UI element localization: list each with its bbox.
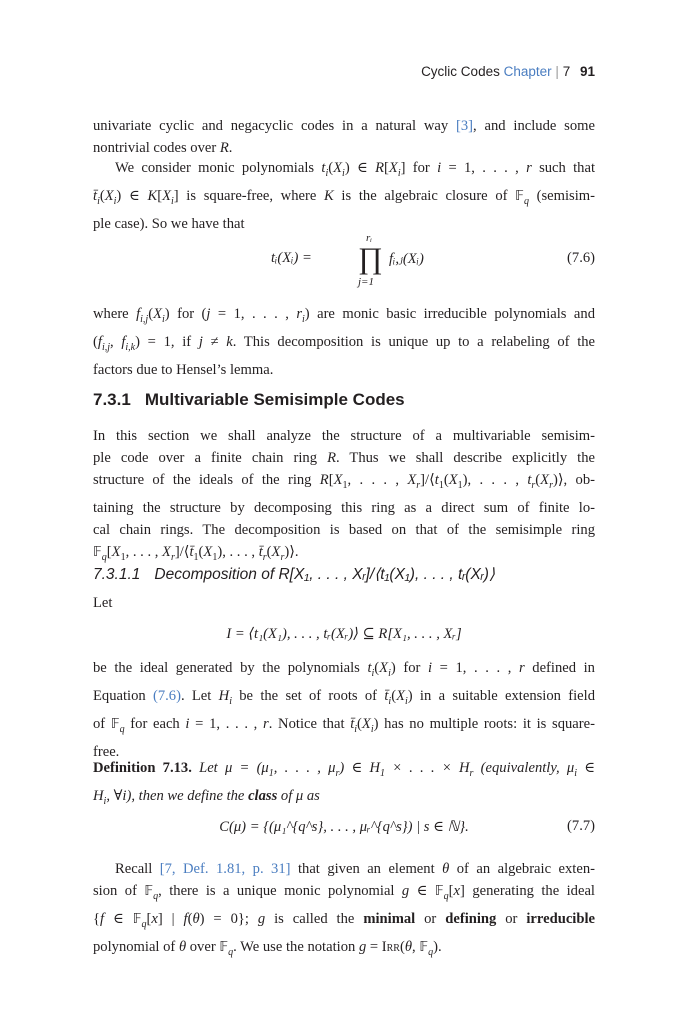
header-separator: |	[555, 64, 559, 79]
p3-line-3: factors due to Hensel’s lemma.	[93, 361, 274, 378]
p5-line-3: of 𝔽$_q$ for each i = 1, . . . , r. Notice that $t̄_i(X_i)$ has no multiple roots: it is square-	[93, 715, 595, 735]
ideal-equation-text: I = ⟨t₁(X₁), . . . , tᵣ(Xᵣ)⟩ ⊆ R[X₁, . . . , Xᵣ]	[226, 626, 462, 642]
p1-line-2: nontrivial codes over R.	[93, 140, 233, 156]
eq-7-6-upper-limit: rᵢ	[366, 232, 373, 244]
equation-7-7	[93, 818, 595, 842]
p6-line-4: polynomial of θ over 𝔽$_q$. We use the notation g = Irr(θ, 𝔽$_q$).	[93, 938, 442, 958]
eq-7-7-number: (7.7)	[567, 818, 595, 834]
paragraph-3	[93, 303, 595, 381]
header-title: Cyclic Codes	[421, 64, 500, 79]
p5-line-4: free.	[93, 743, 120, 760]
header-chapter-number: 7	[562, 64, 571, 79]
paragraph-2	[93, 157, 595, 235]
eq-7-6-lower-limit: j=1	[358, 276, 374, 288]
citation-3[interactable]: [3]	[455, 118, 474, 134]
def-line-1: Definition 7.13. Let $\mu = (\mu_1$, . . . , $\mu_r$) ∈ $H_1$ × . . . × $H_r$ (equivalently, $\mu_i$ ∈	[93, 760, 596, 779]
p6-line-2: sion of 𝔽$_q$, there is a unique monic polynomial g ∈ 𝔽$_q$[x] generating the ideal	[93, 883, 595, 902]
subsection-number: 7.3.1.1	[93, 566, 141, 583]
subsection-title: Decomposition of R[X₁, . . . , Xᵣ]/⟨t₁(X₁), . . . , tᵣ(Xᵣ)⟩	[154, 566, 495, 583]
p4-line-1: In this section we shall analyze the structure of a multivariable semisim-	[93, 428, 595, 444]
header-chapter-link[interactable]: Chapter	[503, 64, 552, 79]
page-number: 91	[579, 64, 595, 79]
p4-line-2: ple code over a finite chain ring R. Thus we shall describe explicitly the	[93, 450, 596, 466]
p6-line-3: {f ∈ 𝔽$_q$[x] | f(θ) = 0}; g is called the minimal or defining or irreducible	[93, 910, 595, 930]
eq-7-7-text: C(μ) = {(μ₁^{q^s}, . . . , μᵣ^{q^s}) | s ∈ ℕ}.	[219, 819, 469, 835]
citation-7[interactable]: [7, Def. 1.81, p. 31]	[159, 861, 291, 877]
equation-ref-7-6[interactable]: (7.6)	[152, 687, 181, 704]
p3-line-2: ($f_{i,j}$, $f_{i,k}) = 1$, if j ≠ k. This decomposition is unique up to a relabeling of the	[93, 333, 596, 353]
p3-line-1: where $f_{i,j}(X_i)$ for (j = 1, . . . , $r_i$) are monic basic irreducible polynomials and	[93, 306, 595, 325]
section-title: Multivariable Semisimple Codes	[144, 390, 405, 409]
eq-7-6-lhs: tᵢ(Xᵢ) =	[271, 250, 312, 266]
eq-7-6-number: (7.6)	[567, 250, 595, 266]
subsection-heading	[93, 565, 595, 584]
def-line-2: $H_i$, ∀i), then we define the class of μ as	[93, 787, 320, 807]
p2-line-2: $t̄_i(X_i)$ ∈ $K[X_i]$ is square-free, where K is the algebraic closure of 𝔽$_q$ (semisim-	[93, 187, 595, 207]
paragraph-6	[93, 858, 595, 964]
p2-line-1: We consider monic polynomials $t_i(X_i)$ ∈ $R[X_i]$ for i = 1, . . . , r such that	[115, 160, 596, 179]
p4-line-4: taining the structure by decomposing this ring as a direct sum of finite lo-	[93, 499, 595, 516]
definition-label: Definition 7.13.	[93, 760, 192, 776]
paragraph-1	[93, 115, 595, 159]
p6-line-1: Recall [7, Def. 1.81, p. 31] that given an element θ of an algebraic exten-	[115, 861, 595, 877]
equation-7-6	[93, 232, 595, 292]
p5-line-2: Equation (7.6). Let $H_i$ be the set of roots of $t̄_i(X_i)$ in a suitable extension field	[93, 687, 595, 707]
section-heading	[93, 390, 595, 410]
p2-line-3: ple case). So we have that	[93, 215, 245, 232]
p4-line-6: $𝔽_q[X_1$, . . . , $X_r]/⟨t̄_1(X_1)$, . . . , $t̄_r(X_r)⟩$.	[93, 543, 299, 563]
running-header	[421, 64, 595, 79]
equation-ideal	[93, 625, 595, 649]
p4-line-3: structure of the ideals of the ring $R[X_1$, . . . , $X_r]/⟨t_1(X_1)$, . . . , $t_r(X_r)⟩$, ob-	[93, 472, 595, 491]
eq-7-6-product-symbol: ∏	[358, 242, 383, 275]
p4-line-5: cal chain rings. The decomposition is based on that of the semisimple ring	[93, 521, 595, 538]
paragraph-5	[93, 657, 595, 763]
p5-line-1: be the ideal generated by the polynomials $t_i(X_i)$ for i = 1, . . . , r defined in	[93, 660, 595, 679]
let-line: Let	[93, 595, 113, 611]
p1-line-1: univariate cyclic and negacyclic codes in a natural way [3], and include some	[93, 118, 595, 134]
definition-7-13	[93, 757, 595, 813]
eq-7-6-rhs: fᵢ,ⱼ(Xᵢ)	[389, 251, 424, 267]
section-number: 7.3.1	[93, 390, 131, 409]
paragraph-4	[93, 425, 595, 569]
